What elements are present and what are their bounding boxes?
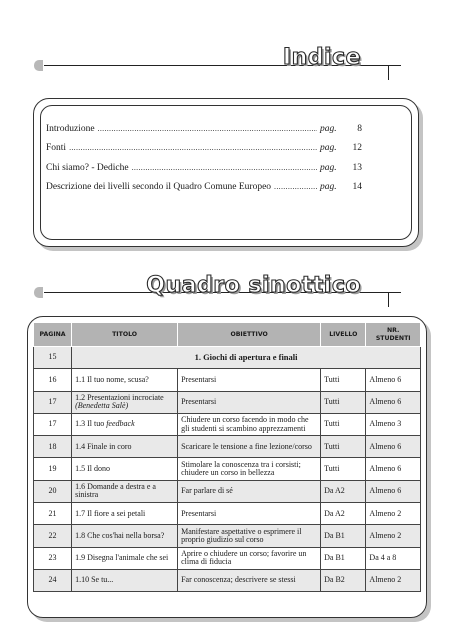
heading-tick — [388, 292, 389, 307]
header-nr-studenti — [366, 323, 421, 347]
header-obiettivo: OBIETTIVO — [178, 323, 321, 347]
cell-livello: Da B2 — [321, 569, 366, 591]
cell-studenti: Almeno 2 — [366, 503, 421, 525]
cell-livello: Da B1 — [321, 547, 366, 569]
index-entry[interactable] — [46, 143, 362, 157]
leader-dots — [98, 124, 317, 133]
cell-livello: Da B1 — [321, 525, 366, 547]
cell-livello: Tutti — [321, 369, 366, 391]
cell-titolo: 1.6 Domande a destra e a sinistra — [72, 480, 178, 502]
index-entry-pag: pag. — [320, 143, 337, 153]
cell-pagina: 17 — [34, 413, 72, 435]
quadro-title: Quadro sinottico — [146, 273, 361, 298]
cell-titolo: 1.10 Se tu... — [72, 569, 178, 591]
synoptic-table — [33, 322, 421, 592]
cell-pagina: 16 — [34, 369, 72, 391]
table-row[interactable] — [34, 480, 421, 502]
table-row[interactable] — [34, 391, 421, 413]
cell-studenti: Almeno 2 — [366, 525, 421, 547]
cell-pagina: 23 — [34, 547, 72, 569]
leader-dots — [132, 163, 317, 172]
section-row — [34, 347, 421, 369]
index-entry-pag: pag. — [320, 124, 337, 134]
table-row[interactable] — [34, 413, 421, 435]
cell-pagina: 21 — [34, 503, 72, 525]
header-titolo: TITOLO — [72, 323, 178, 347]
cell-studenti: Almeno 6 — [366, 369, 421, 391]
cell-titolo: 1.5 Il dono — [72, 458, 178, 480]
cell-obiettivo: Presentarsi — [178, 391, 321, 413]
cell-livello: Tutti — [321, 458, 366, 480]
cell-obiettivo: Far conoscenza; descrivere se stessi — [178, 569, 321, 591]
cell-obiettivo: Stimolare la conoscenza tra i corsisti; chiudere un corso in bellezza — [178, 458, 321, 480]
cell-titolo-text: 1.3 Il tuo — [75, 419, 107, 429]
section-title: 1. Giochi di apertura e finali — [72, 347, 421, 369]
cell-studenti: Almeno 6 — [366, 458, 421, 480]
index-entry[interactable] — [46, 163, 362, 177]
index-entry-label: Descrizione dei livelli secondo il Quadro Comune Europeo — [46, 182, 272, 192]
cell-studenti: Almeno 2 — [366, 569, 421, 591]
cell-obiettivo: Aprire o chiudere un corso; favorire un clima di fiducia — [178, 547, 321, 569]
cell-livello: Da A2 — [321, 503, 366, 525]
cell-titolo — [72, 391, 178, 413]
cell-titolo: 1.4 Finale in coro — [72, 436, 178, 458]
table-row[interactable] — [34, 458, 421, 480]
cell-studenti: Da 4 a 8 — [366, 547, 421, 569]
index-entry-label: Chi siamo? - Dediche — [46, 163, 129, 173]
table-header-row — [34, 323, 421, 347]
table-row[interactable] — [34, 547, 421, 569]
cell-pagina: 24 — [34, 569, 72, 591]
cell-obiettivo: Scaricare le tensione a fine lezione/corso — [178, 436, 321, 458]
table-row[interactable] — [34, 569, 421, 591]
cell-titolo: 1.9 Disegna l'animale che sei — [72, 547, 178, 569]
header-pagina: PAGINA — [34, 323, 72, 347]
cell-studenti: Almeno 3 — [366, 413, 421, 435]
cell-obiettivo: Presentarsi — [178, 369, 321, 391]
cell-titolo-note: (Benedetta Salè) — [75, 401, 129, 411]
cell-studenti: Almeno 6 — [366, 480, 421, 502]
index-entry-label: Introduzione — [46, 124, 95, 134]
cell-titolo-text: 1.2 Presentazioni incrociate — [75, 392, 164, 402]
header-nr: NR. — [387, 327, 400, 335]
header-studenti: STUDENTI — [375, 334, 411, 342]
cell-titolo: 1.1 Il tuo nome, scusa? — [72, 369, 178, 391]
cell-obiettivo: Manifestare aspettative o esprimere il proprio giudizio sul corso — [178, 525, 321, 547]
index-entry-page: 8 — [357, 124, 362, 134]
index-entry[interactable] — [46, 182, 362, 196]
index-entry-page: 13 — [352, 163, 362, 173]
index-entry-pag: pag. — [320, 182, 337, 192]
leader-dots — [274, 182, 317, 191]
indice-heading — [0, 44, 453, 84]
leader-dots — [69, 143, 317, 152]
index-entry-page: 12 — [352, 143, 362, 153]
cell-pagina: 18 — [34, 436, 72, 458]
heading-marker — [34, 60, 43, 71]
cell-obiettivo: Presentarsi — [178, 503, 321, 525]
cell-livello: Tutti — [321, 436, 366, 458]
table-row[interactable] — [34, 436, 421, 458]
cell-pagina: 17 — [34, 391, 72, 413]
cell-studenti: Almeno 6 — [366, 436, 421, 458]
section-page: 15 — [34, 347, 72, 369]
table-row[interactable] — [34, 369, 421, 391]
cell-titolo-note: feedback — [106, 419, 135, 429]
heading-tick — [388, 65, 389, 80]
cell-pagina: 19 — [34, 458, 72, 480]
indice-title: Indice — [282, 45, 361, 70]
index-entry-page: 14 — [352, 182, 362, 192]
heading-marker — [34, 287, 43, 298]
index-entry[interactable] — [46, 124, 362, 138]
cell-pagina: 20 — [34, 480, 72, 502]
table-row[interactable] — [34, 503, 421, 525]
cell-livello: Tutti — [321, 413, 366, 435]
cell-obiettivo: Chiudere un corso facendo in modo che gli studenti si scambino apprezzamenti — [178, 413, 321, 435]
cell-studenti: Almeno 6 — [366, 391, 421, 413]
cell-livello: Da A2 — [321, 480, 366, 502]
table-row[interactable] — [34, 525, 421, 547]
cell-obiettivo: Far parlare di sé — [178, 480, 321, 502]
cell-titolo: 1.8 Che cos'hai nella borsa? — [72, 525, 178, 547]
index-entry-label: Fonti — [46, 143, 67, 153]
index-entry-pag: pag. — [320, 163, 337, 173]
cell-livello: Tutti — [321, 391, 366, 413]
cell-pagina: 22 — [34, 525, 72, 547]
cell-titolo: 1.7 Il fiore a sei petali — [72, 503, 178, 525]
quadro-heading — [0, 270, 453, 310]
header-livello: LIVELLO — [321, 323, 366, 347]
cell-titolo — [72, 413, 178, 435]
